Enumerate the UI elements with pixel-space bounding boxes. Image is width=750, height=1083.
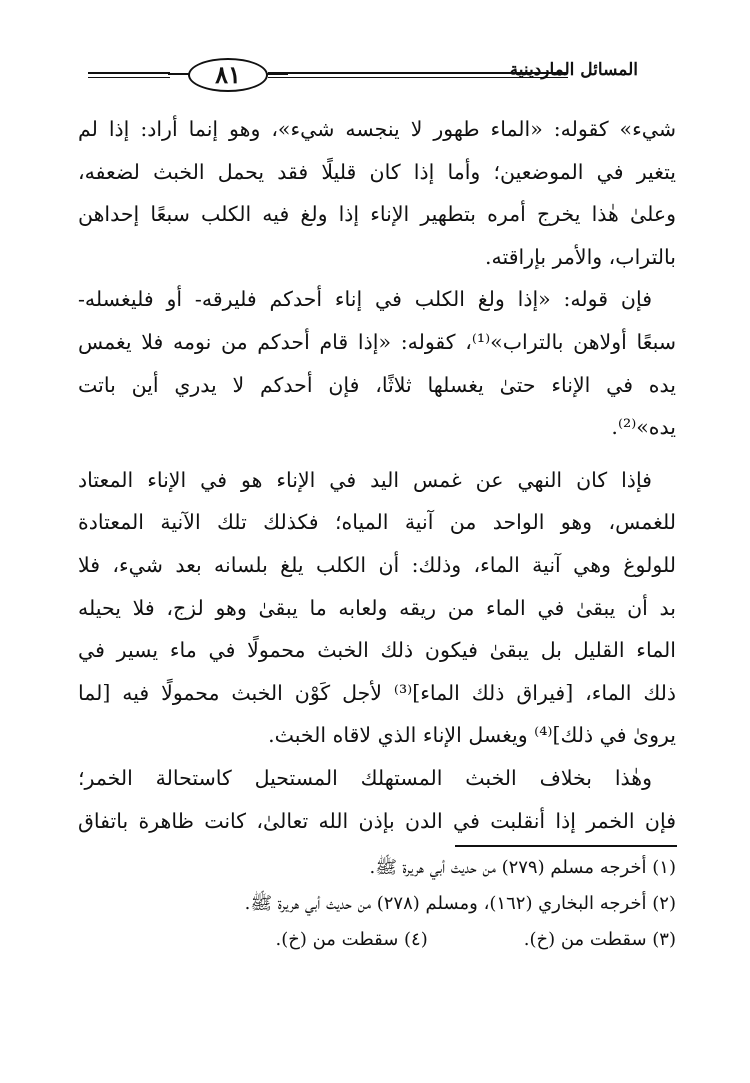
book-title: المسائل الماردينية bbox=[509, 60, 638, 80]
footnotes bbox=[78, 850, 676, 958]
text-line: للولوغ وهي آنية الماء، وذلك: أن الكلب يلغ بلسانه بعد شيء، فلا bbox=[78, 552, 676, 577]
text-line: وعلىٰ هٰذا يخرج أمره بتطهير الإناء إذا ولغ فيه الكلب سبعًا إحداهن bbox=[78, 202, 676, 227]
footnote-3: (٣) سقطت من (خ). bbox=[523, 929, 676, 950]
text-line: بالتراب، والأمر بإراقته. bbox=[485, 244, 676, 269]
text-line: الماء القليل بل يبقىٰ فيكون ذلك الخبث محمولًا في ماء يسير في bbox=[78, 638, 676, 663]
footnote-separator bbox=[455, 845, 677, 847]
page-number: ٨١ bbox=[215, 60, 241, 89]
text-line: يده»⁽²⁾. bbox=[611, 415, 676, 440]
text-line: سبعًا أولاهن بالتراب»⁽¹⁾، كقوله: «إذا قام أحدكم من نومه فلا يغمس bbox=[78, 329, 676, 354]
paragraph-gap bbox=[78, 449, 676, 459]
text-line: للغمس، وهو الواحد من آنية المياه؛ فكذلك تلك الآنية المعتادة bbox=[78, 510, 676, 535]
footnote-2: (٢) أخرجه البخاري (١٦٢)، ومسلم (٢٧٨) من حديث أبي هريرة ﷺ. bbox=[244, 893, 676, 914]
text-line: ذلك الماء، [فيراق ذلك الماء]⁽³⁾ لأجل كَوْن الخبث محمولًا فيه [لما bbox=[78, 680, 676, 705]
text-line: وهٰذا بخلاف الخبث المستهلك المستحيل كاستحالة الخمر؛ bbox=[78, 765, 652, 790]
text-line: شيء» كقوله: «الماء طهور لا ينجسه شيء»، وهو إنما أراد: إذا لم bbox=[78, 117, 676, 141]
page-number-badge bbox=[188, 58, 268, 92]
main-text bbox=[78, 108, 676, 842]
text-line: فإذا كان النهي عن غمس اليد في الإناء هو في الإناء المعتاد bbox=[78, 467, 652, 492]
header-rule-left bbox=[88, 72, 170, 78]
footnote-1: (١) أخرجه مسلم (٢٧٩) من حديث أبي هريرة ﷺ. bbox=[369, 857, 676, 878]
footnote-4: (٤) سقطت من (خ). bbox=[275, 929, 428, 950]
page-header bbox=[78, 58, 638, 94]
text-line: يتغير في الموضعين؛ وأما إذا كان قليلًا فقد يحمل الخبث لضعفه، bbox=[78, 159, 676, 184]
text-line: فإن الخمر إذا أنقلبت في الدن بإذن الله تعالىٰ، كانت ظاهرة باتفاق bbox=[78, 808, 676, 833]
text-line: يده في الإناء حتىٰ يغسلها ثلاثًا، فإن أحدكم لا يدري أين باتت bbox=[78, 372, 676, 397]
text-line: يروىٰ في ذلك]⁽⁴⁾ ويغسل الإناء الذي لاقاه الخبث. bbox=[268, 723, 676, 748]
text-line: بد أن يبقىٰ في الماء من ريقه ولعابه ما يبقىٰ وهو لزج، فلا يحيله bbox=[78, 595, 676, 620]
footnote-row bbox=[78, 922, 676, 958]
text-line: فإن قوله: «إذا ولغ الكلب في إناء أحدكم فليرقه- أو فليغسله- bbox=[78, 287, 652, 312]
